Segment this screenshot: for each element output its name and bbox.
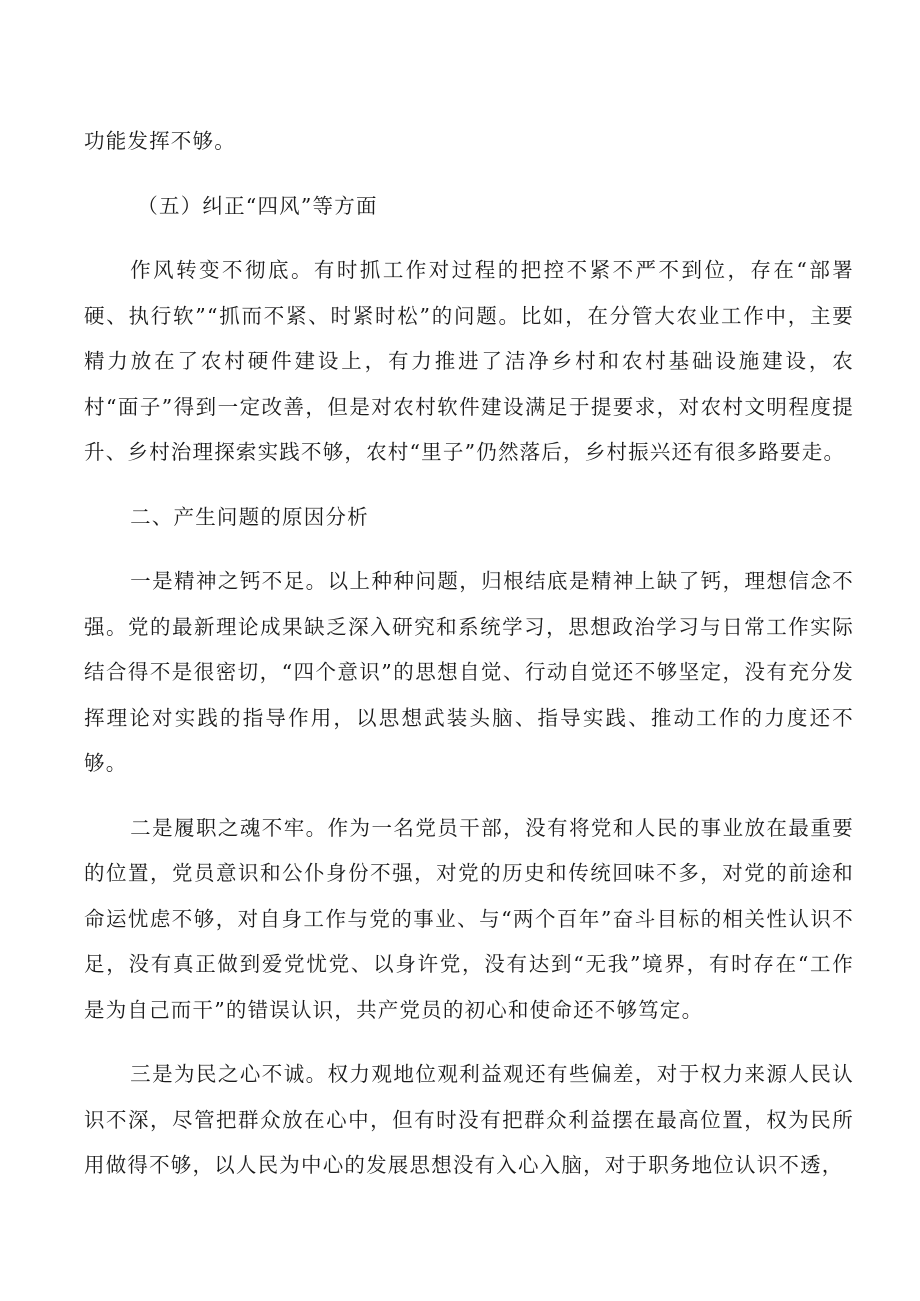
paragraph-cause-one: 一是精神之钙不足。以上种种问题，归根结底是精神上缺了钙，理想信念不强。党的最新理论成果缺乏深入研究和系统学习，思想政治学习与日常工作实际结合得不是很密切，“四个意识”的思想自觉、行动自觉还不够坚定，没有充分发挥理论对实践的指导作用，以思想武装头脑、指导实践、推动工作的力度还不够。 (84, 569, 854, 775)
section-heading-five: （五）纠正“四风”等方面 (137, 193, 378, 218)
paragraph-cause-three: 三是为民之心不诚。权力观地位观利益观还有些偏差，对于权力来源人民认识不深，尽管把群众放在心中，但有时没有把群众利益摆在最高位置，权为民所用做得不够，以人民为中心的发展思想没有入心入脑，对于职务地位认识不透， (84, 1062, 854, 1177)
paragraph-work-style: 作风转变不彻底。有时抓工作对过程的把控不紧不严不到位，存在“部署硬、执行软”“抓而不紧、时紧时松”的问题。比如，在分管大农业工作中，主要精力放在了农村硬件建设上，有力推进了洁净乡村和农村基础设施建设，农村“面子”得到一定改善，但是对农村软件建设满足于提要求，对农村文明程度提升、乡村治理探索实践不够，农村“里子”仍然落后，乡村振兴还有很多路要走。 (84, 258, 854, 464)
paragraph-continuation: 功能发挥不够。 (84, 129, 236, 153)
section-heading-two: 二、产生问题的原因分析 (130, 504, 369, 529)
document-body (84, 119, 854, 1208)
paragraph-cause-two: 二是履职之魂不牢。作为一名党员干部，没有将党和人民的事业放在最重要的位置，党员意识和公仆身份不强，对党的历史和传统回味不多，对党的前途和命运忧虑不够，对自身工作与党的事业、与“两个百年”奋斗目标的相关性认识不足，没有真正做到爱党忧党、以身许党，没有达到“无我”境界，有时存在“工作是为自己而干”的错误认识，共产党员的初心和使命还不够笃定。 (84, 815, 854, 1022)
